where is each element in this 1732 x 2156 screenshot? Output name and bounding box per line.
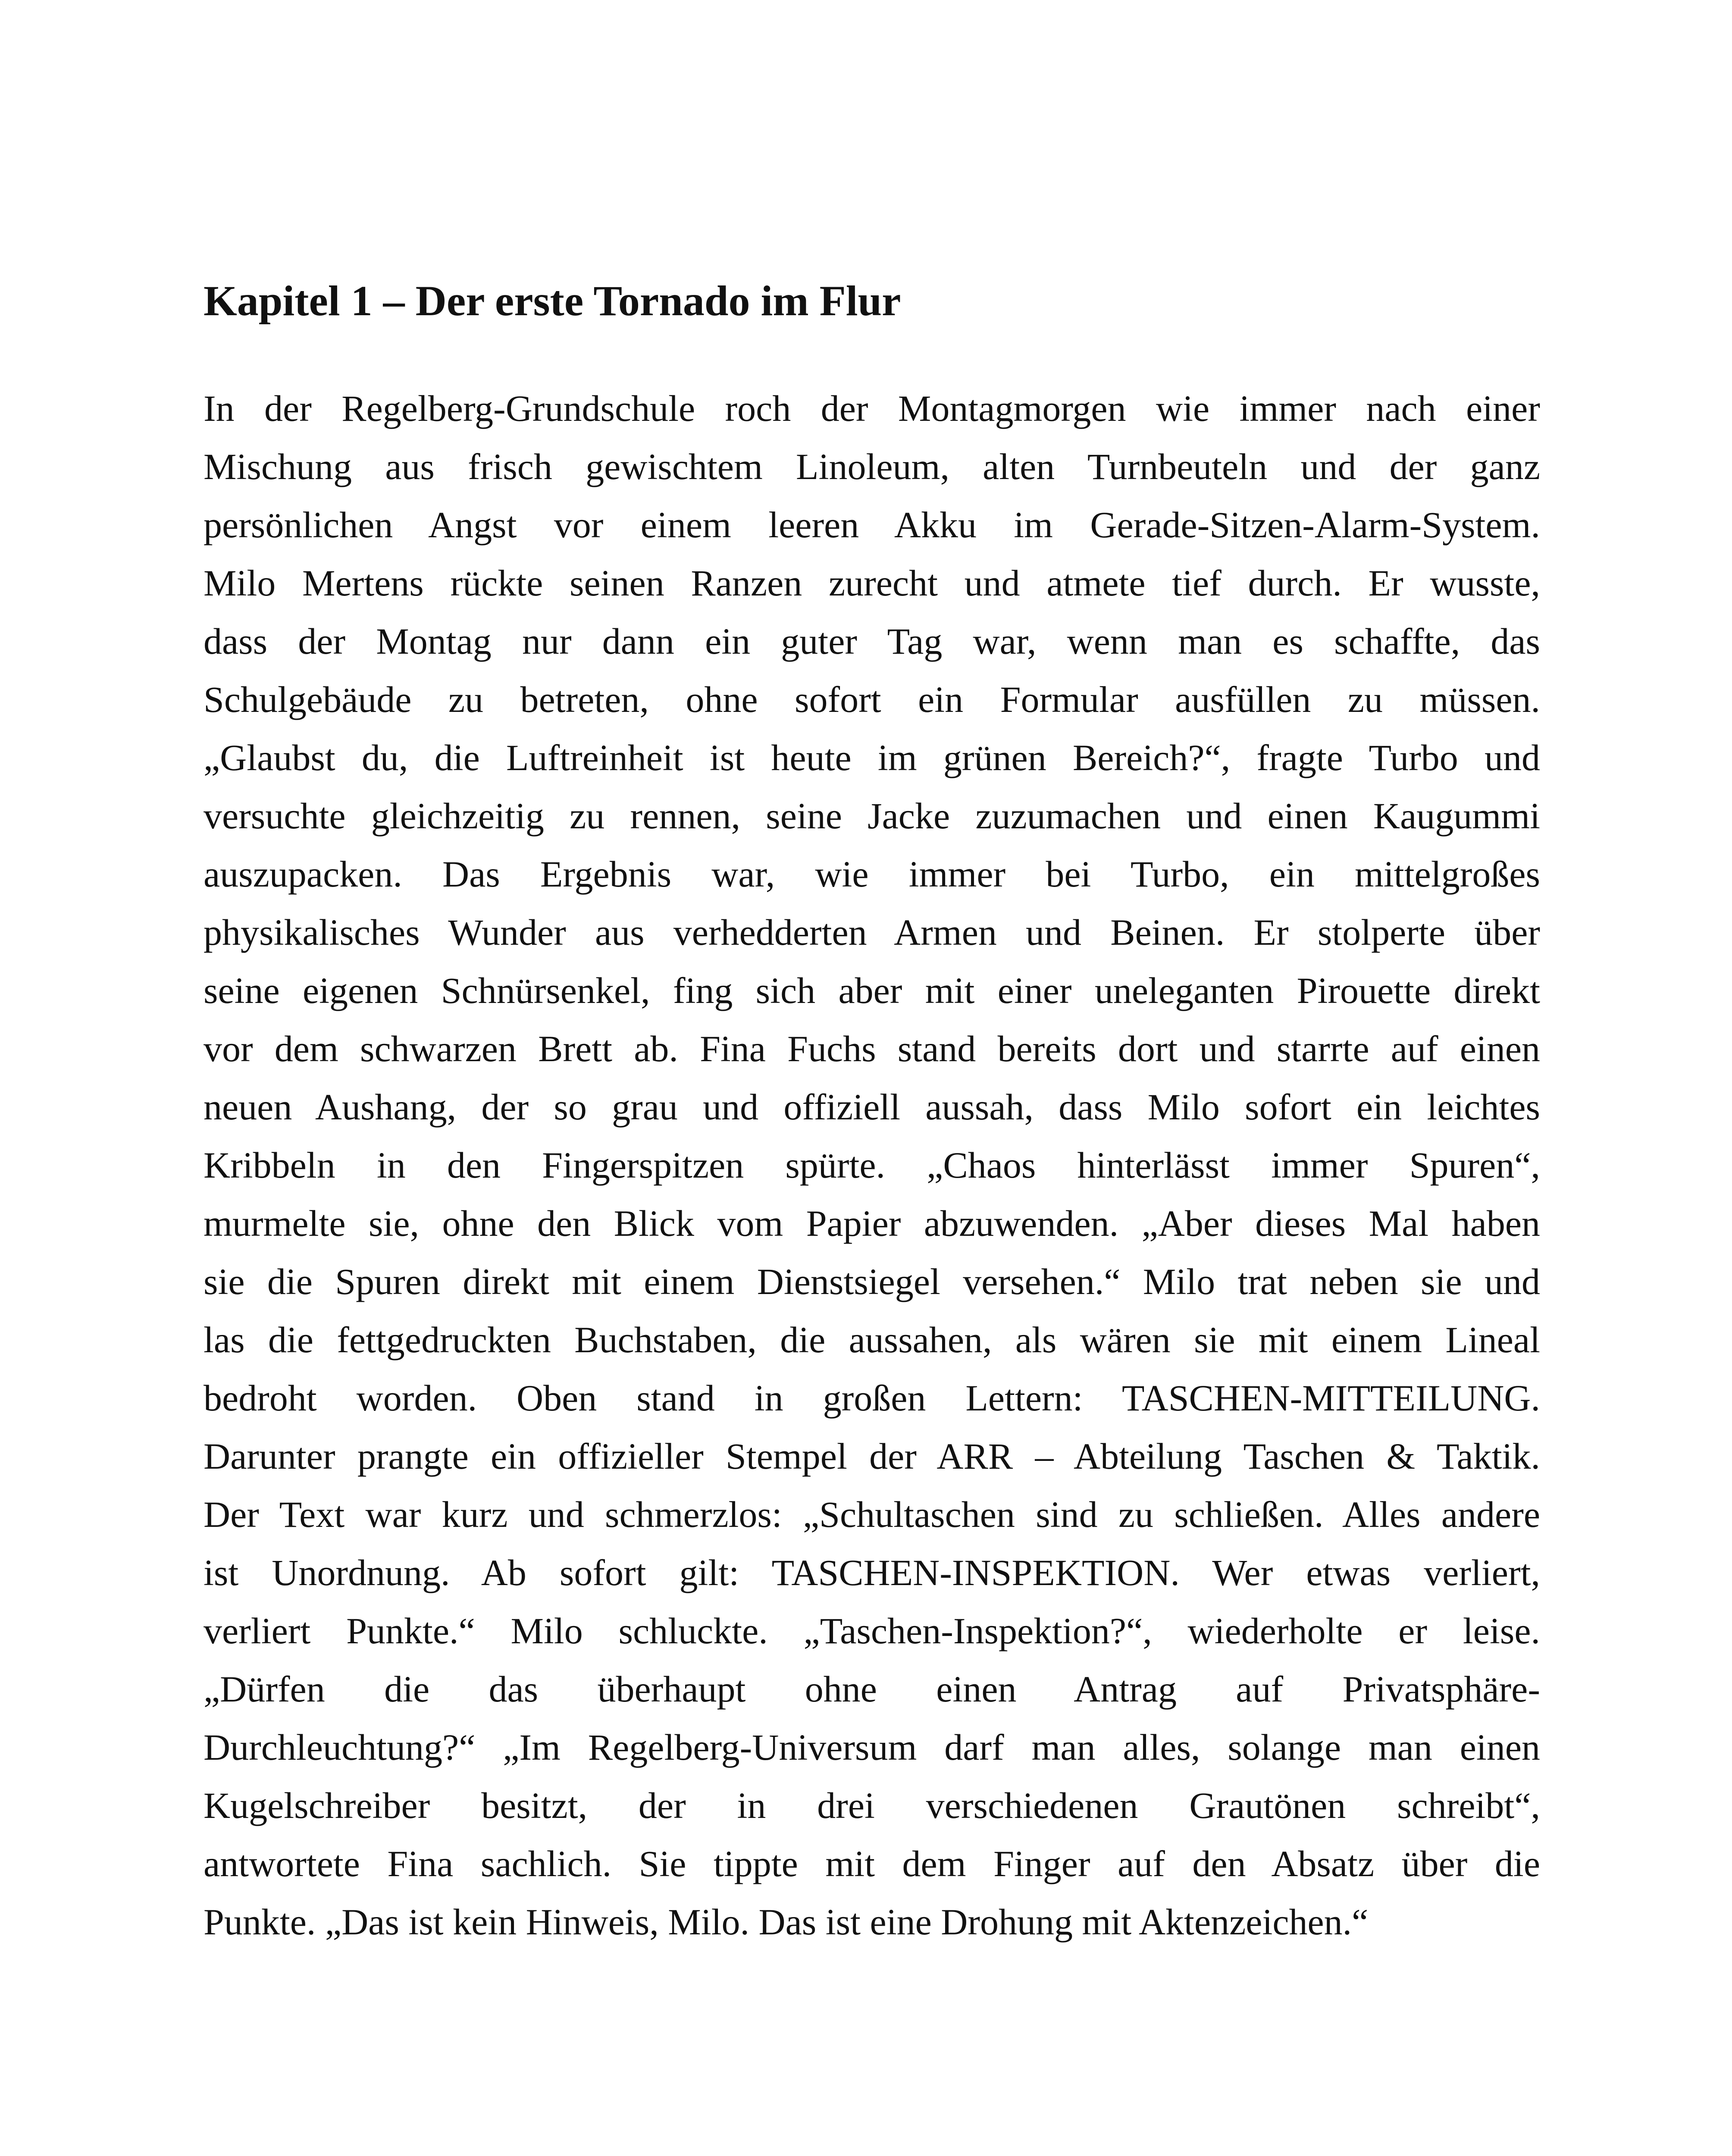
text-line: „Glaubst du, die Luftreinheit ist heute im grünen Bereich?“, fragte Turbo und bbox=[204, 737, 1540, 778]
text-line: sie die Spuren direkt mit einem Dienstsiegel versehen.“ Milo trat neben sie und bbox=[204, 1261, 1540, 1302]
chapter-body bbox=[204, 379, 1540, 1951]
text-line: verliert Punkte.“ Milo schluckte. „Taschen-Inspektion?“, wiederholte er leise. bbox=[204, 1610, 1540, 1651]
text-line: dass der Montag nur dann ein guter Tag war, wenn man es schaffte, das bbox=[204, 620, 1540, 662]
text-line: Kugelschreiber besitzt, der in drei verschiedenen Grautönen schreibt“, bbox=[204, 1785, 1540, 1826]
text-line: Der Text war kurz und schmerzlos: „Schultaschen sind zu schließen. Alles andere bbox=[204, 1494, 1540, 1535]
text-line: „Dürfen die das überhaupt ohne einen Antrag auf Privatsphäre- bbox=[204, 1668, 1540, 1710]
text-line: ist Unordnung. Ab sofort gilt: TASCHEN-INSPEKTION. Wer etwas verliert, bbox=[204, 1552, 1540, 1593]
text-line: Durchleuchtung?“ „Im Regelberg-Universum darf man alles, solange man einen bbox=[204, 1727, 1540, 1768]
text-line: persönlichen Angst vor einem leeren Akku im Gerade-Sitzen-Alarm-System. bbox=[204, 504, 1540, 545]
text-line: seine eigenen Schnürsenkel, fing sich aber mit einer uneleganten Pirouette direkt bbox=[204, 970, 1540, 1011]
text-line: versuchte gleichzeitig zu rennen, seine Jacke zuzumachen und einen Kaugummi bbox=[204, 795, 1540, 837]
text-line: antwortete Fina sachlich. Sie tippte mit dem Finger auf den Absatz über die bbox=[204, 1843, 1540, 1884]
text-line: auszupacken. Das Ergebnis war, wie immer bei Turbo, ein mittelgroßes bbox=[204, 853, 1540, 895]
text-line: Schulgebäude zu betreten, ohne sofort ein Formular ausfüllen zu müssen. bbox=[204, 679, 1540, 720]
text-line: Kribbeln in den Fingerspitzen spürte. „Chaos hinterlässt immer Spuren“, bbox=[204, 1144, 1540, 1186]
text-line: In der Regelberg-Grundschule roch der Montagmorgen wie immer nach einer bbox=[204, 388, 1540, 429]
text-line: neuen Aushang, der so grau und offiziell aussah, dass Milo sofort ein leichtes bbox=[204, 1086, 1540, 1128]
text-line-last: Punkte. „Das ist kein Hinweis, Milo. Das ist eine Drohung mit Aktenzeichen.“ bbox=[204, 1901, 1369, 1943]
text-line: bedroht worden. Oben stand in großen Lettern: TASCHEN-MITTEILUNG. bbox=[204, 1377, 1540, 1419]
text-line: Mischung aus frisch gewischtem Linoleum, alten Turnbeuteln und der ganz bbox=[204, 446, 1540, 487]
text-line: Darunter prangte ein offizieller Stempel der ARR – Abteilung Taschen & Taktik. bbox=[204, 1435, 1540, 1477]
text-line: vor dem schwarzen Brett ab. Fina Fuchs stand bereits dort und starrte auf einen bbox=[204, 1028, 1540, 1069]
text-line: Milo Mertens rückte seinen Ranzen zurecht und atmete tief durch. Er wusste, bbox=[204, 562, 1540, 604]
text-line: las die fettgedruckten Buchstaben, die aussahen, als wären sie mit einem Lineal bbox=[204, 1319, 1540, 1360]
text-line: physikalisches Wunder aus verhedderten Armen und Beinen. Er stolperte über bbox=[204, 912, 1540, 953]
text-line: murmelte sie, ohne den Blick vom Papier abzuwenden. „Aber dieses Mal haben bbox=[204, 1203, 1540, 1244]
chapter-heading: Kapitel 1 – Der erste Tornado im Flur bbox=[204, 277, 901, 325]
